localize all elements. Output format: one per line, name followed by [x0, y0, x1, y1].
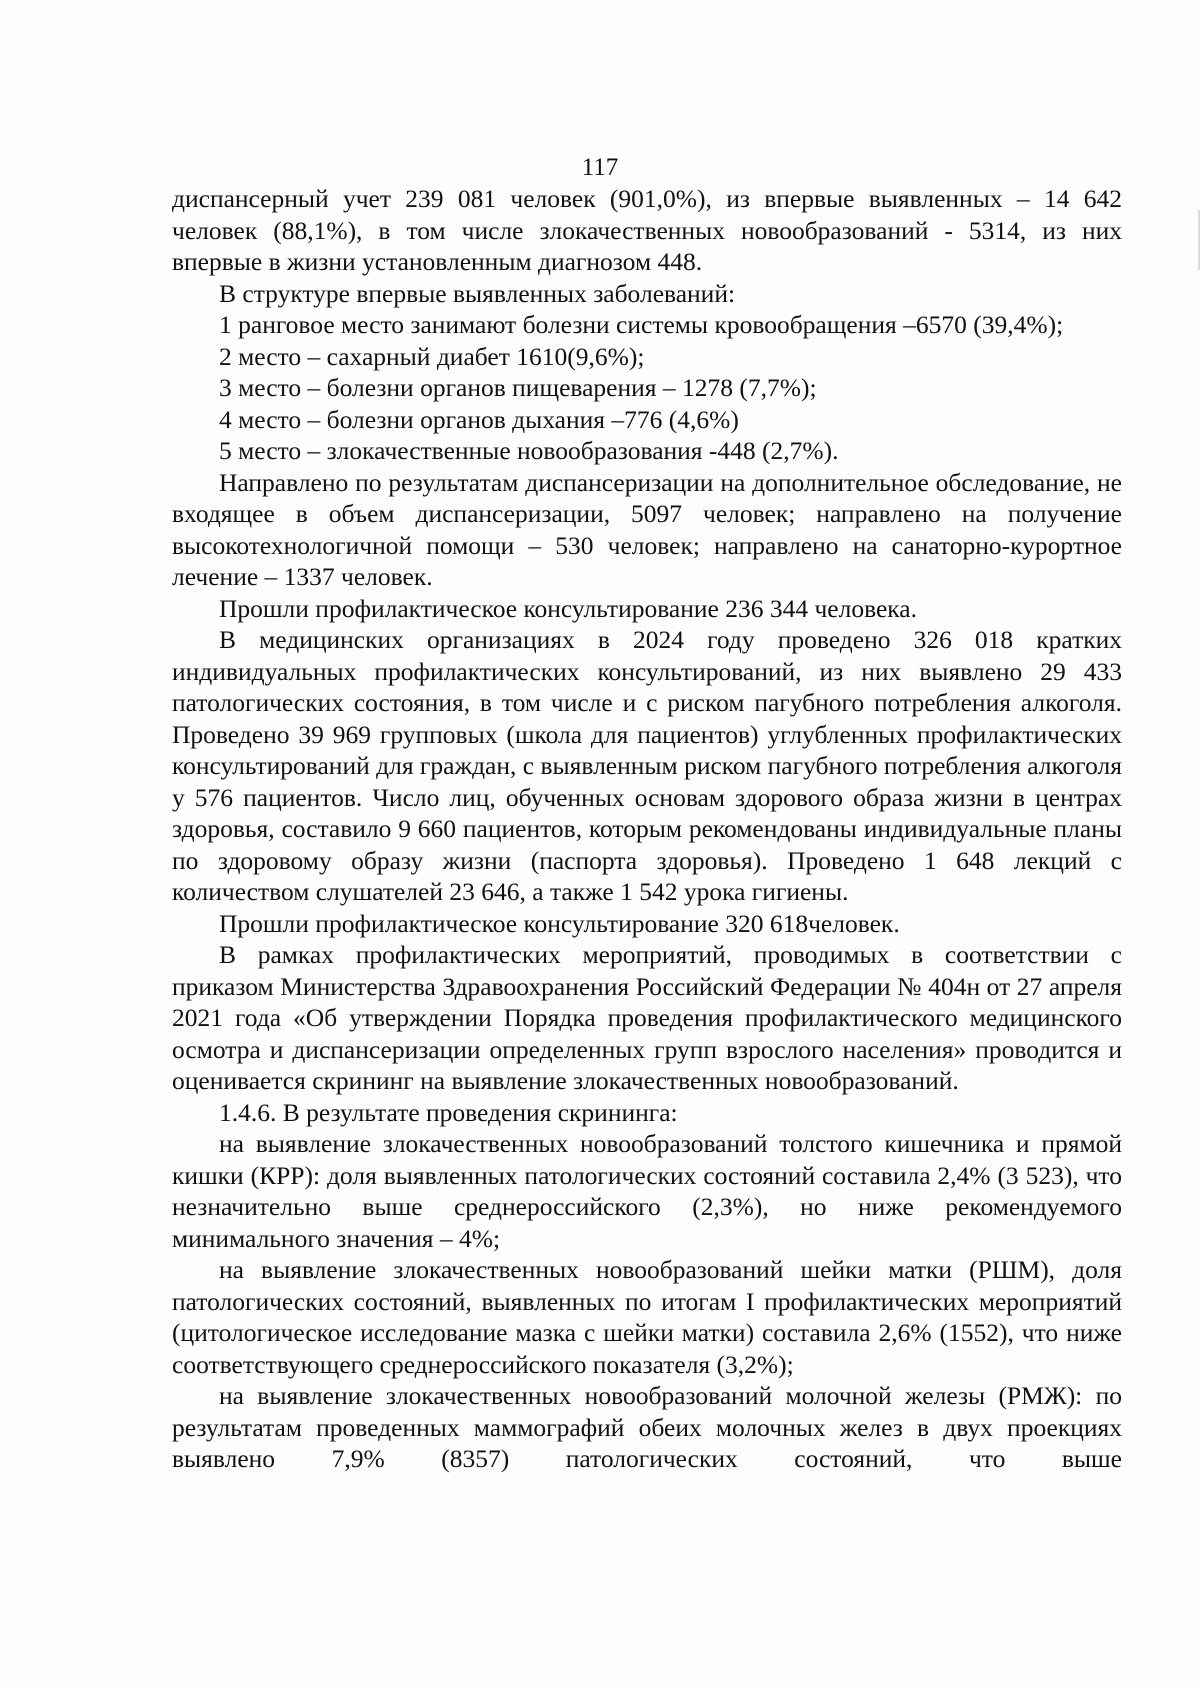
paragraph-structure-heading: В структуре впервые выявленных заболеваний:: [219, 278, 736, 308]
page-number: 117: [581, 154, 619, 181]
rank-list: [172, 309, 1122, 467]
rank-list-item: 5 место – злокачественные новообразования -448 (2,7%).: [219, 436, 839, 465]
rank-list-item: 3 место – болезни органов пищеварения – 1278 (7,7%);: [219, 373, 817, 402]
paragraph-screening-crc: на выявление злокачественных новообразований толстого кишечника и прямой кишки (КРР): доля выявленных патологических состояний составила 2,4% (3 523), что незначительно выше среднероссийского (2,3%), но ниже рекомендуемого минимального значения – 4%;: [172, 1129, 1122, 1253]
rank-list-item: 1 ранговое место занимают болезни системы кровообращения –6570 (39,4%);: [219, 310, 1064, 339]
paragraph-screening-breast: на выявление злокачественных новообразований молочной железы (РМЖ): по результатам проведенных маммографий обеих молочных желез в двух проекциях выявлено 7,9% (8357) патологических состояний, что выше: [172, 1381, 1122, 1473]
section-heading-1-4-6: 1.4.6. В результате проведения скрининга:: [219, 1097, 678, 1127]
paragraph-consulting-total: Прошли профилактическое консультирование 236 344 человека.: [219, 593, 918, 623]
paragraph-consulting-total-2: Прошли профилактическое консультирование 320 618человек.: [219, 908, 900, 938]
rank-list-item: 4 место – болезни органов дыхания –776 (4,6%): [219, 404, 739, 434]
paragraph-referrals: Направлено по результатам диспансеризации на дополнительное обследование, не входящее в объем диспансеризации, 5097 человек; направлено на получение высокотехнологичной помощи – 530 человек; направлено на санаторно-курортное лечение – 1337 человек.: [172, 467, 1122, 591]
paragraph-medical-organizations: В медицинских организациях в 2024 году проведено 326 018 кратких индивидуальных профилактических консультирований, из них выявлено 29 433 патологических состояния, в том числе и с риском пагубного потребления алкоголя. Проведено 39 969 групповых (школа для пациентов) углубленных профилактических консультирований для граждан, с выявленным риском пагубного потребления алкоголя у 576 пациентов. Число лиц, обученных основам здорового образа жизни в центрах здоровья, составило 9 660 пациентов, которым рекомендованы индивидуальные планы по здоровому образу жизни (паспорта здоровья). Проведено 1 648 лекций с количеством слушателей 23 646, а также 1 542 урока гигиены.: [172, 625, 1122, 906]
rank-list-item: 2 место – сахарный диабет 1610(9,6%);: [219, 341, 645, 371]
paragraph-order-404n: В рамках профилактических мероприятий, проводимых в соответствии с приказом Министерства Здравоохранения Российский Федерации № 404н от 27 апреля 2021 года «Об утверждении Порядка проведения профилактического медицинского осмотра и диспансеризации определенных групп взрослого населения» проводится и оценивается скрининг на выявление злокачественных новообразований.: [172, 940, 1122, 1095]
paragraph-screening-cervical: на выявление злокачественных новообразований шейки матки (РШМ), доля патологических состояний, выявленных по итогам I профилактических мероприятий (цитологическое исследование мазка с шейки матки) составила 2,6% (1552), что ниже соответствующего среднероссийского показателя (3,2%);: [172, 1255, 1122, 1379]
document-body: [172, 183, 1122, 1475]
paragraph-dispensary-count: диспансерный учет 239 081 человек (901,0%), из впервые выявленных – 14 642 человек (88,1%), в том числе злокачественных новообразований - 5314, из них впервые в жизни установленным диагнозом 448.: [172, 184, 1122, 276]
